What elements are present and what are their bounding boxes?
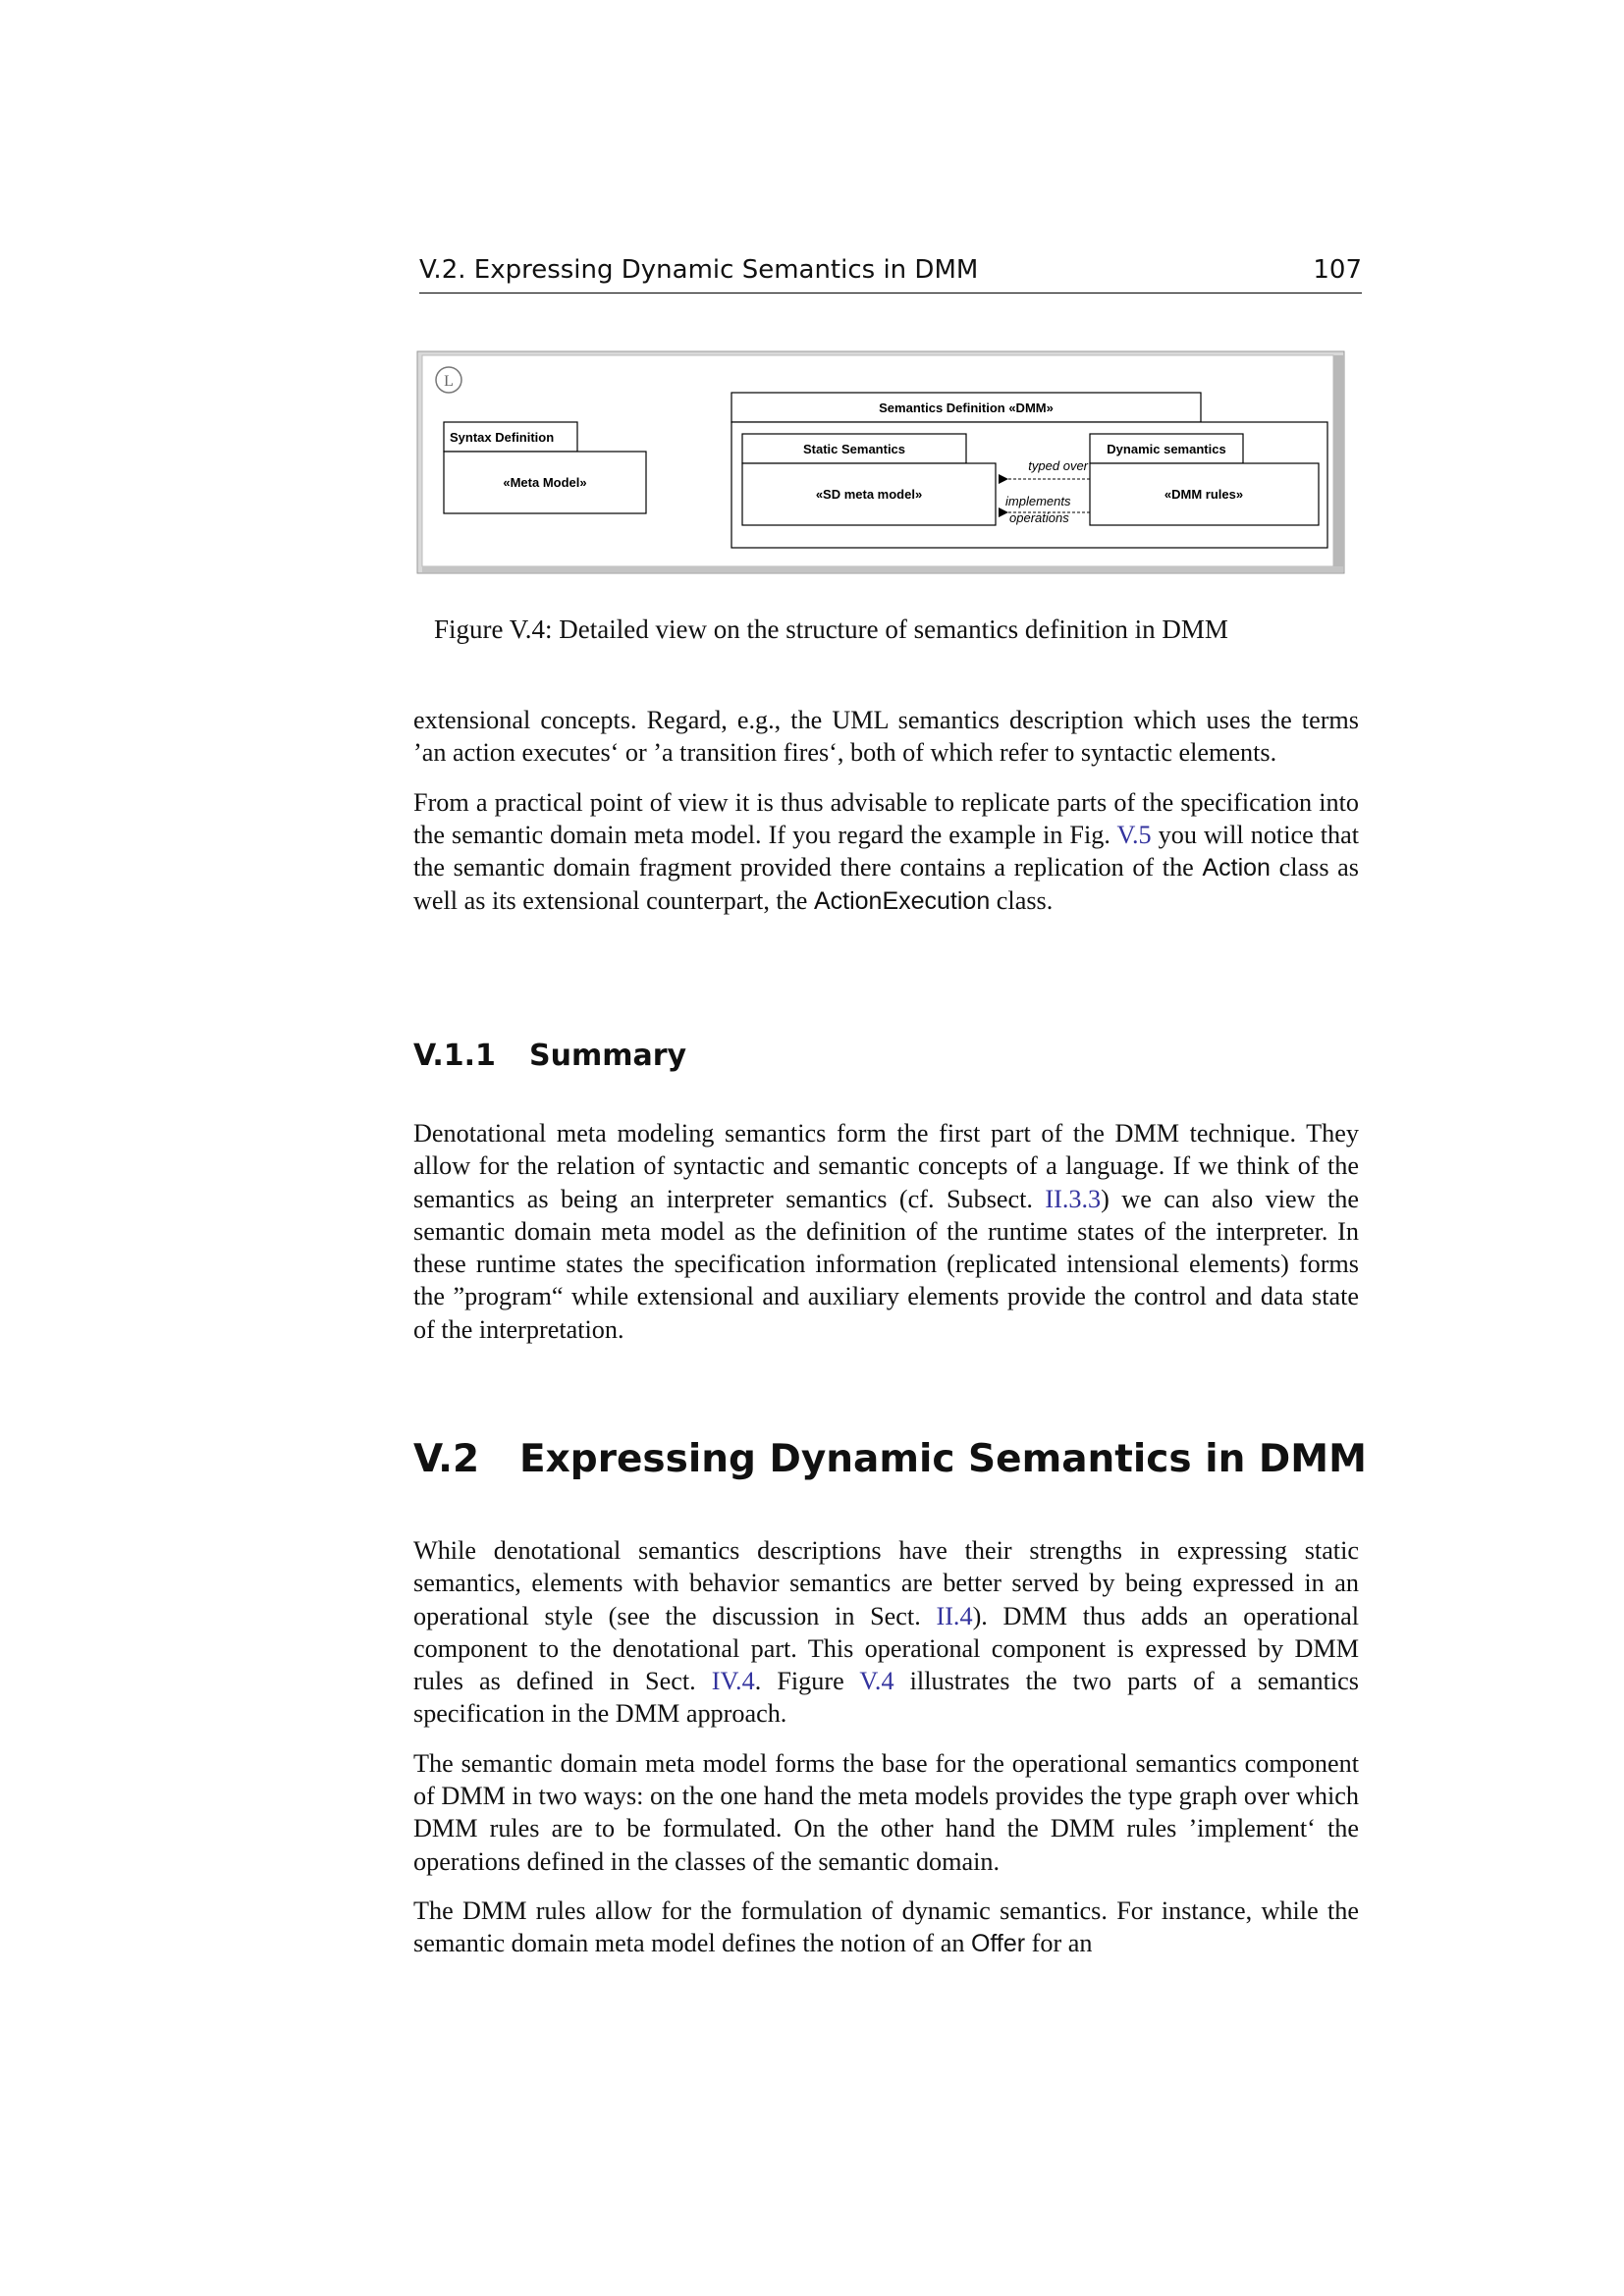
- text-run: Denotational meta modeling semantics form the first part of the DMM technique. They allow for the relation of syntactic and semantic concepts of a language. If we think of the semantics as being an interpreter semantics (cf. Subsect.: [413, 1119, 1359, 1213]
- figure-diagram: [416, 350, 1347, 576]
- text-run: for an: [1025, 1929, 1093, 1958]
- figure-caption: Figure V.4: Detailed view on the structure of semantics definition in DMM: [434, 614, 1228, 644]
- body-block-1: [413, 704, 1359, 935]
- paragraph: [413, 1117, 1359, 1346]
- subsection-number: V.1.1: [413, 1039, 496, 1073]
- text-run: While denotational semantics descriptions have their strengths in expressing static semantics, elements with behavior semantics are better served by being expressed in an operational style (see the discussion in Sect.: [413, 1536, 1359, 1630]
- body-block-2: [413, 1117, 1359, 1362]
- section-ref-link[interactable]: IV.4: [711, 1667, 755, 1696]
- dmm-rules-label: «DMM rules»: [1164, 487, 1244, 502]
- paragraph: extensional concepts. Regard, e.g., the UML semantics description which uses the terms ’an action executes‘ or ’a transition fires‘, both of which refer to syntactic elements.: [413, 706, 1359, 768]
- paragraph: [413, 1534, 1359, 1731]
- semantics-definition-label: Semantics Definition «DMM»: [879, 400, 1054, 415]
- subsection-title: Summary: [529, 1039, 687, 1073]
- typed-over-label: typed over: [1028, 458, 1088, 473]
- text-run: ). DMM thus adds an operational component to the denotational part. This operational component is expressed by DMM rules as defined in Sect.: [413, 1601, 1359, 1696]
- class-name: ActionExecution: [813, 887, 991, 916]
- section-ref-link[interactable]: II.4: [936, 1601, 973, 1630]
- section-title: Expressing Dynamic Semantics in DMM: [519, 1437, 1367, 1481]
- paragraph: [413, 1895, 1359, 1961]
- syntax-definition-label: Syntax Definition: [450, 430, 555, 445]
- text-run: The DMM rules allow for the formulation of dynamic semantics. For instance, while the semantic domain meta model defines the notion of an: [413, 1896, 1359, 1958]
- dynamic-semantics-label: Dynamic semantics: [1107, 442, 1226, 456]
- paragraph: The semantic domain meta model forms the base for the operational semantics component of DMM in two ways: on the one hand the meta models provides the type graph over which DMM rules are to be formulated. On the other hand the DMM rules ’implement‘ the operations defined in the classes of the semantic domain.: [413, 1748, 1359, 1876]
- text-run: From a practical point of view it is thus advisable to replicate parts of the specification into the semantic domain meta model. If you regard the example in Fig.: [413, 787, 1359, 849]
- figure-badge-letter: L: [444, 373, 454, 390]
- body-block-3: [413, 1534, 1359, 1978]
- sd-meta-model-label: «SD meta model»: [815, 487, 923, 502]
- implements-label: implements: [1005, 494, 1071, 508]
- text-run: ) we can also view the semantic domain meta model as the definition of the runtime states of the interpreter. In these runtime states the specification information (replicated intensional elements) forms the ”program“ while extensional and auxiliary elements provide the control and data state of the interpretation.: [413, 1184, 1359, 1344]
- section-number: V.2: [413, 1437, 480, 1481]
- text-run: illustrates the two parts of a semantics specification in the DMM approach.: [413, 1667, 1359, 1729]
- subsection-heading: [413, 1039, 686, 1073]
- text-run: class.: [990, 886, 1054, 916]
- meta-model-label: «Meta Model»: [503, 475, 587, 490]
- text-run: you will notice that the semantic domain fragment provided there contains a replication of the: [413, 820, 1360, 882]
- figure-ref-link[interactable]: V.4: [859, 1667, 894, 1696]
- text-run: class as well as its extensional counterpart, the: [413, 853, 1359, 916]
- class-name: Action: [1202, 854, 1271, 882]
- text-run: . Figure: [754, 1667, 860, 1696]
- running-header: [419, 255, 1362, 294]
- subsection-ref-link[interactable]: II.3.3: [1045, 1184, 1102, 1213]
- page-number: 107: [1313, 255, 1362, 285]
- paragraph: [413, 786, 1359, 919]
- operations-label: operations: [1009, 510, 1069, 525]
- section-heading: [413, 1437, 1367, 1481]
- figure-ref-link[interactable]: V.5: [1116, 820, 1152, 849]
- running-title: V.2. Expressing Dynamic Semantics in DMM: [419, 255, 979, 285]
- static-semantics-label: Static Semantics: [802, 442, 906, 456]
- class-name: Offer: [970, 1930, 1026, 1958]
